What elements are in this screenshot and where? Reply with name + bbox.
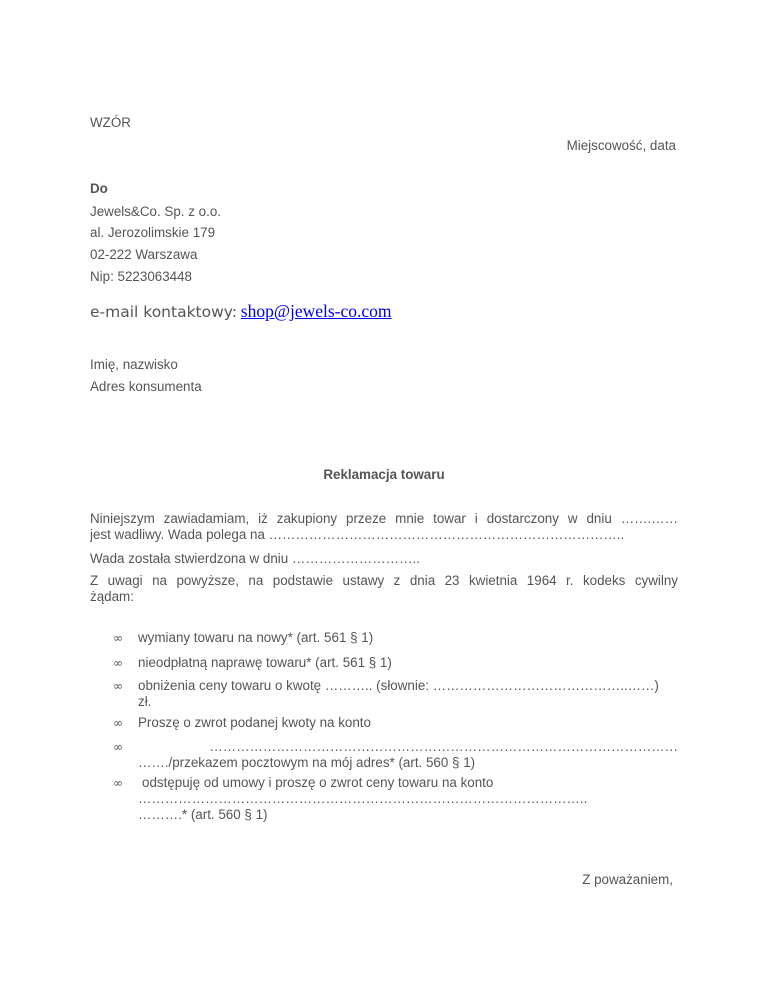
option-refund-account — [138, 739, 678, 771]
paragraph-line: żądam: — [90, 589, 134, 604]
paragraph-defect-date: Wada została stwierdzona w dniu ……………………….. — [90, 551, 420, 566]
option-line: obniżenia ceny towaru o kwotę ……….. (słownie: ……………………………………..……) — [138, 678, 659, 693]
option-line: ……………………………………………………………………………………….. — [138, 791, 588, 806]
option-price-reduction — [138, 678, 678, 710]
email-label: e-mail kontaktowy: — [90, 303, 238, 321]
closing-salutation: Z poważaniem, — [582, 872, 673, 887]
option-refund-request: Proszę o zwrot podanej kwoty na konto — [138, 715, 371, 730]
recipient-nip: Nip: 5223063448 — [90, 269, 193, 284]
paragraph-purchase — [90, 511, 678, 543]
infinity-bullet-icon: ∞ — [113, 679, 123, 693]
place-date: Miejscowość, data — [566, 138, 676, 153]
recipient-heading: Do — [90, 181, 108, 196]
option-withdrawal — [138, 775, 678, 823]
recipient-street: al. Jerozolimskie 179 — [90, 225, 216, 240]
recipient-company: Jewels&Co. Sp. z o.o. — [90, 204, 221, 219]
infinity-bullet-icon: ∞ — [113, 656, 123, 670]
infinity-bullet-icon: ∞ — [113, 631, 123, 645]
infinity-bullet-icon: ∞ — [113, 716, 123, 730]
paragraph-legal-basis — [90, 573, 678, 605]
document-title: Reklamacja towaru — [323, 467, 445, 482]
recipient-city: 02-222 Warszawa — [90, 247, 198, 262]
option-replacement: wymiany towaru na nowy* (art. 561 § 1) — [138, 630, 374, 645]
sender-address: Adres konsumenta — [90, 379, 202, 394]
option-line: zł. — [138, 694, 152, 709]
option-line: …………………………………………………………………………………………… — [209, 739, 678, 754]
option-line: ……….* (art. 560 § 1) — [138, 807, 268, 822]
email-link[interactable]: shop@jewels-co.com — [240, 301, 392, 321]
option-line: ……./przekazem pocztowym na mój adres* (art. 560 § 1) — [138, 755, 476, 770]
infinity-bullet-icon: ∞ — [113, 776, 123, 790]
contact-email-row — [90, 300, 392, 324]
paragraph-line: jest wadliwy. Wada polega na …………………………………………………………………….. — [90, 527, 625, 542]
option-line: odstępuję od umowy i proszę o zwrot ceny towaru na konto — [142, 775, 494, 790]
infinity-bullet-icon: ∞ — [113, 740, 123, 754]
template-label: WZÓR — [90, 115, 131, 130]
option-free-repair: nieodpłatną naprawę towaru* (art. 561 § 1) — [138, 655, 392, 670]
sender-name: Imię, nazwisko — [90, 357, 178, 372]
paragraph-line: Niniejszym zawiadamiam, iż zakupiony przeze mnie towar i dostarczony w dniu …….…… — [90, 511, 678, 526]
paragraph-line: Z uwagi na powyższe, na podstawie ustawy z dnia 23 kwietnia 1964 r. kodeks cywilny — [90, 573, 678, 588]
